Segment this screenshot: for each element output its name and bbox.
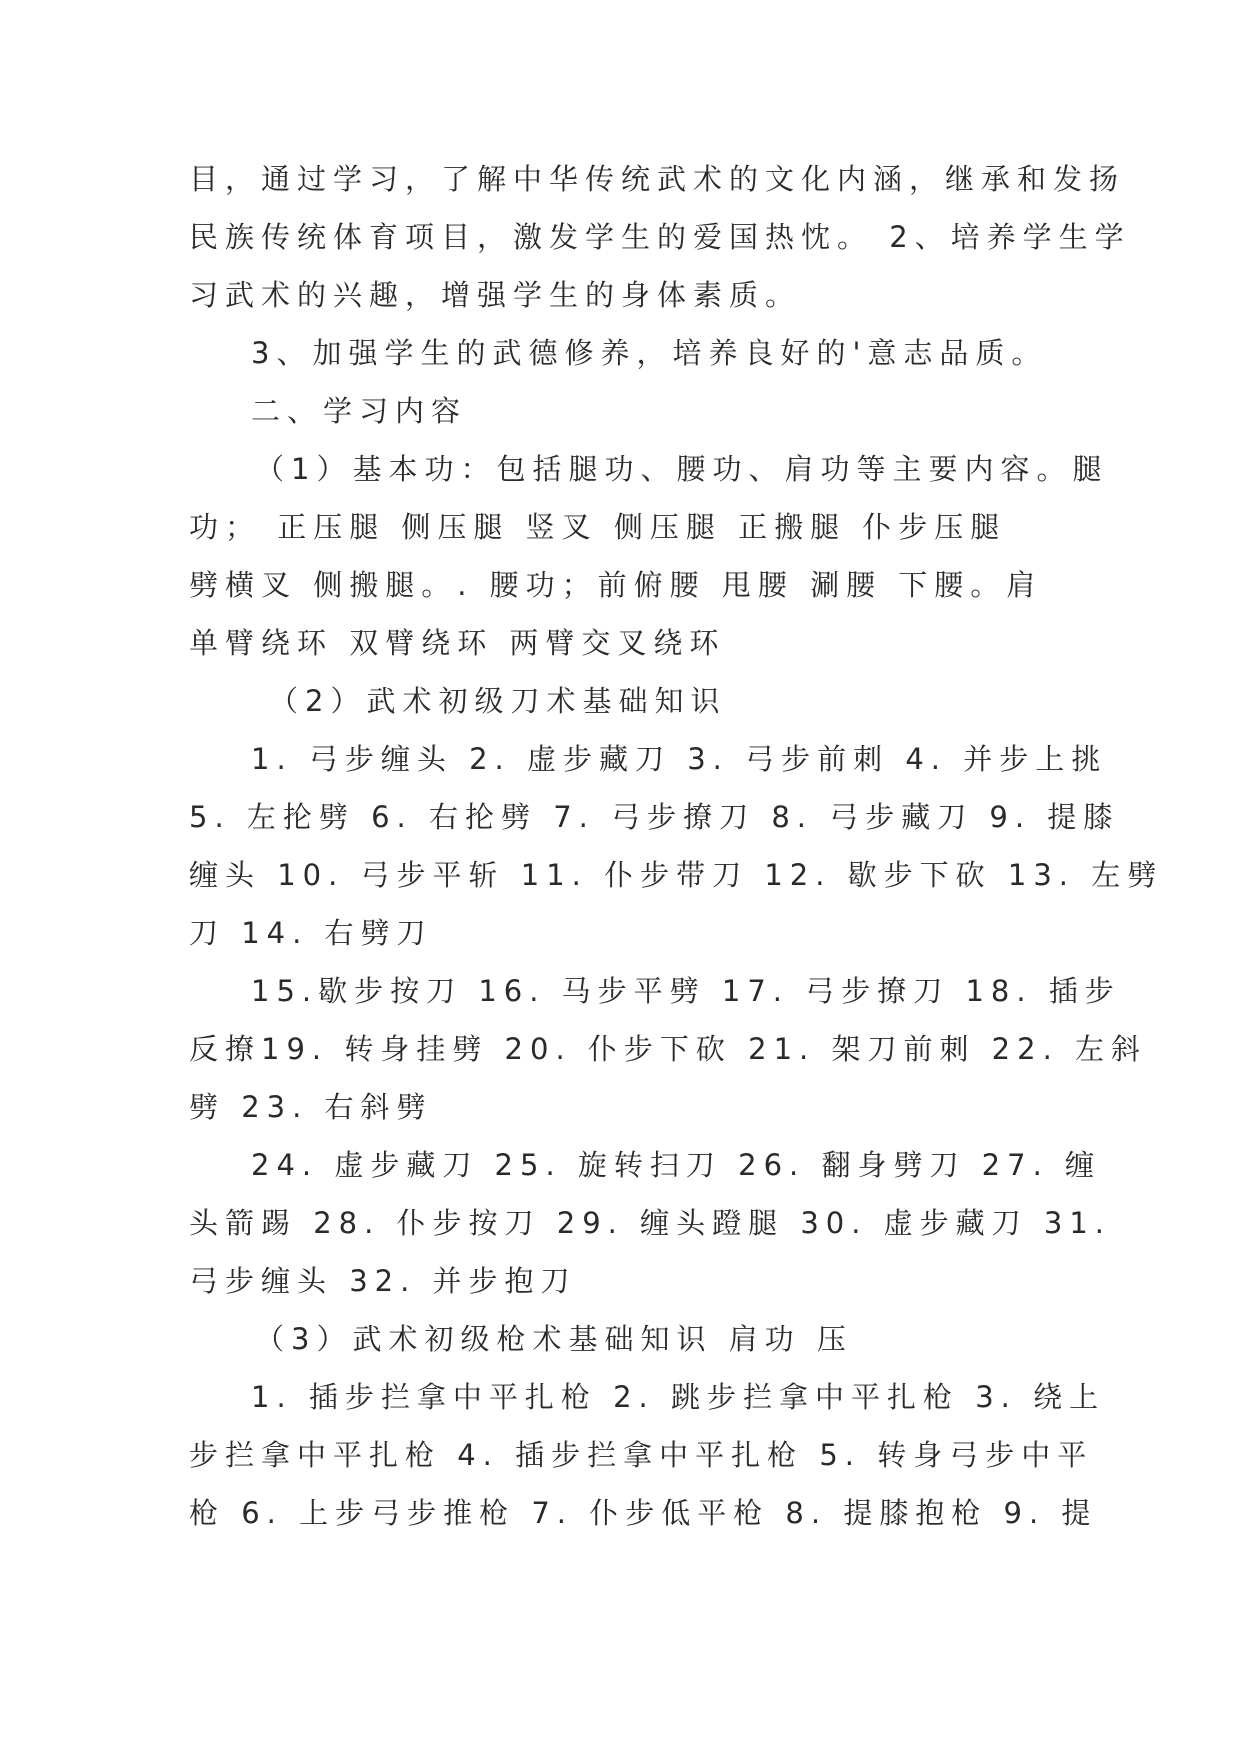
text-line: 目，通过学习，了解中华传统武术的文化内涵，继承和发扬 — [189, 162, 1126, 196]
text-line: 劈 23. 右斜劈 — [189, 1090, 433, 1124]
text-line: 单臂绕环 双臂绕环 两臂交叉绕环 — [189, 626, 726, 660]
text-line: 3、加强学生的武德修养，培养良好的'意志品质。 — [251, 336, 1048, 370]
text-line: 反撩19. 转身挂劈 20. 仆步下砍 21. 架刀前刺 22. 左斜 — [189, 1032, 1148, 1066]
text-line: 1. 插步拦拿中平扎枪 2. 跳步拦拿中平扎枪 3. 绕上 — [251, 1380, 1106, 1414]
text-line: 习武术的兴趣，增强学生的身体素质。 — [189, 278, 802, 312]
text-line: 功； 正压腿 侧压腿 竖叉 侧压腿 正搬腿 仆步压腿 — [189, 510, 1007, 544]
text-line: （1）基本功：包括腿功、腰功、肩功等主要内容。腿 — [255, 452, 1109, 486]
text-line: 民族传统体育项目，激发学生的爱国热忱。 2、培养学生学 — [189, 220, 1131, 254]
text-line: 15.歇步按刀 16. 马步平劈 17. 弓步撩刀 18. 插步 — [251, 974, 1121, 1008]
subsection-heading: （2）武术初级刀术基础知识 — [269, 684, 727, 718]
text-line: 1. 弓步缠头 2. 虚步藏刀 3. 弓步前刺 4. 并步上挑 — [251, 742, 1108, 776]
text-line: 枪 6. 上步弓步推枪 7. 仆步低平枪 8. 提膝抱枪 9. 提 — [189, 1496, 1098, 1530]
subsection-heading: （3）武术初级枪术基础知识 肩功 压 — [255, 1322, 853, 1356]
text-line: 头箭踢 28. 仆步按刀 29. 缠头蹬腿 30. 虚步藏刀 31. — [189, 1206, 1112, 1240]
text-line: 缠头 10. 弓步平斩 11. 仆步带刀 12. 歇步下砍 13. 左劈 — [189, 858, 1164, 892]
text-line: 劈横叉 侧搬腿。. 腰功；前俯腰 甩腰 涮腰 下腰。肩 — [189, 568, 1043, 602]
section-heading: 二、学习内容 — [251, 394, 468, 428]
text-line: 刀 14. 右劈刀 — [189, 916, 433, 950]
text-line: 5. 左抡劈 6. 右抡劈 7. 弓步撩刀 8. 弓步藏刀 9. 提膝 — [189, 800, 1120, 834]
text-line: 弓步缠头 32. 并步抱刀 — [189, 1264, 577, 1298]
text-line: 步拦拿中平扎枪 4. 插步拦拿中平扎枪 5. 转身弓步中平 — [189, 1438, 1094, 1472]
text-line: 24. 虚步藏刀 25. 旋转扫刀 26. 翻身劈刀 27. 缠 — [251, 1148, 1102, 1182]
document-body — [189, 150, 1164, 1542]
